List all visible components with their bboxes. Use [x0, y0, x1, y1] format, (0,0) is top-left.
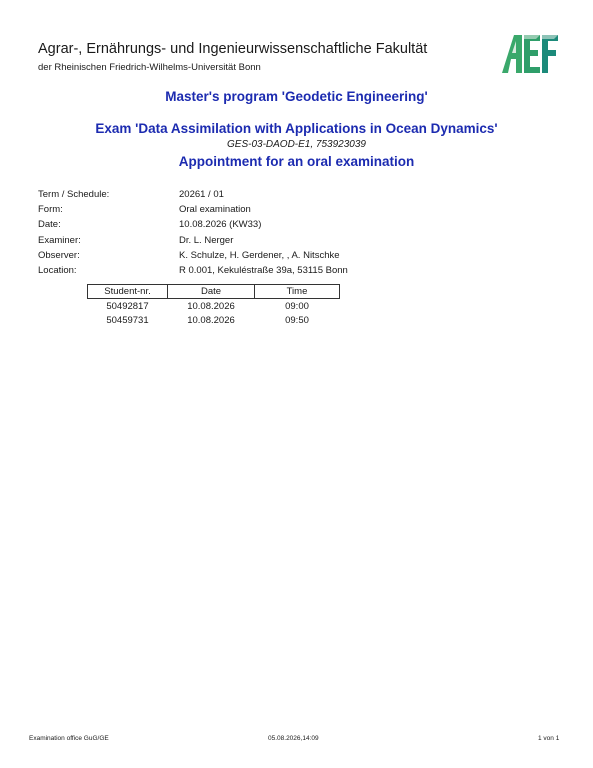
- faculty-logo-icon: [500, 33, 560, 75]
- column-header-date: Date: [168, 285, 255, 299]
- info-label: Observer:: [38, 249, 80, 261]
- university-header: der Rheinischen Friedrich-Wilhelms-Universität Bonn: [38, 62, 261, 73]
- table-row: [88, 313, 340, 327]
- info-value: 20261 / 01: [179, 189, 224, 200]
- faculty-logo: [500, 33, 560, 75]
- footer-timestamp: 05.08.2026,14:09: [268, 735, 319, 742]
- column-header-time: Time: [255, 285, 340, 299]
- appointment-title: Appointment for an oral examination: [178, 154, 415, 169]
- table-row: [88, 299, 340, 314]
- exam-title: Exam 'Data Assimilation with Applications in Ocean Dynamics': [95, 121, 498, 136]
- info-label: Term / Schedule:: [38, 189, 110, 200]
- program-title: Master's program 'Geodetic Engineering': [165, 89, 428, 104]
- footer-office: Examination office GuG/GE: [29, 735, 109, 742]
- info-label: Examiner:: [38, 234, 81, 246]
- exam-code: GES-03-DAOD-E1, 753923039: [227, 139, 366, 150]
- table-header-row: [88, 285, 340, 299]
- info-label: Form:: [38, 204, 63, 216]
- info-value: 10.08.2026 (KW33): [179, 219, 262, 231]
- info-value: R 0.001, Kekuléstraße 39a, 53115 Bonn: [179, 264, 348, 276]
- appointment-table: [87, 284, 340, 327]
- date-cell: 10.08.2026: [187, 314, 235, 326]
- info-value: Oral examination: [179, 204, 251, 216]
- date-cell: 10.08.2026: [187, 300, 235, 312]
- footer-page-number: 1 von 1: [538, 735, 560, 742]
- info-label: Location:: [38, 264, 77, 276]
- info-label: Date:: [38, 219, 61, 231]
- column-header-student-nr: Student-nr.: [88, 285, 168, 299]
- student-nr-cell: 50459731: [106, 314, 149, 326]
- info-value: Dr. L. Nerger: [179, 234, 234, 246]
- info-value: K. Schulze, H. Gerdener, , A. Nitschke: [179, 249, 340, 261]
- faculty-header: Agrar-, Ernährungs- und Ingenieurwissenschaftliche Fakultät: [38, 41, 428, 57]
- time-cell: 09:50: [285, 314, 309, 326]
- student-nr-cell: 50492817: [106, 300, 149, 312]
- time-cell: 09:00: [285, 300, 309, 312]
